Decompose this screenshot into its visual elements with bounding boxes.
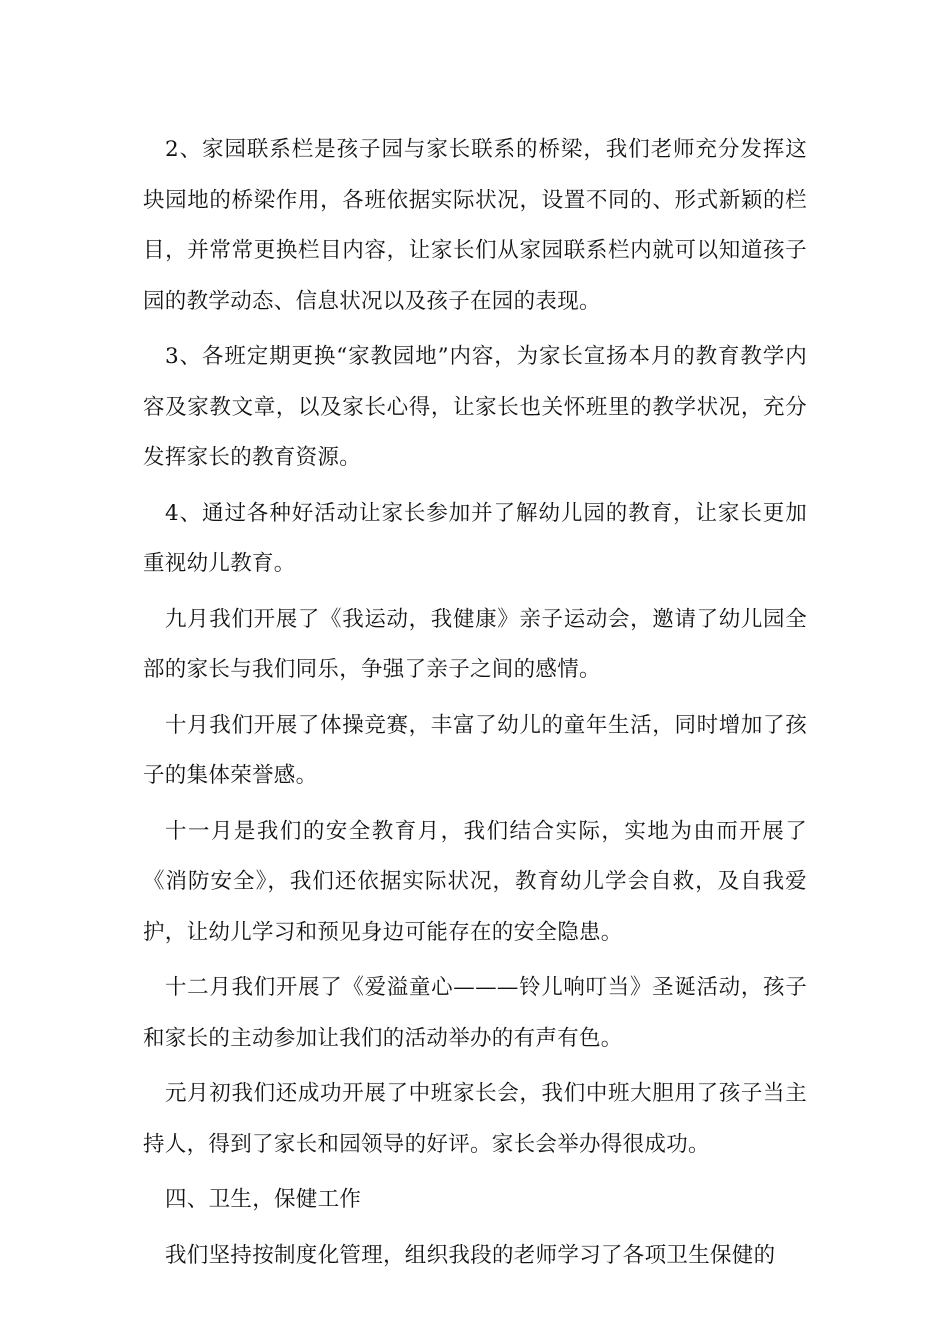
paragraph-january-parent-meeting: 元月初我们还成功开展了中班家长会，我们中班大胆用了孩子当主持人，得到了家长和园领导的好评。家长会举办得很成功。 <box>143 1081 807 1157</box>
paragraph-home-school-board: 2、家园联系栏是孩子园与家长联系的桥梁，我们老师充分发挥这块园地的桥梁作用，各班依据实际状况，设置不同的、形式新颖的栏目，并常常更换栏目内容，让家长们从家园联系栏内就可以知道孩子园的教学动态、信息状况以及孩子在园的表现。 <box>143 137 807 314</box>
paragraph-hygiene-management: 我们坚持按制度化管理，组织我段的老师学习了各项卫生保健的 <box>165 1242 776 1268</box>
section-heading-hygiene-health: 四、卫生，保健工作 <box>165 1187 362 1212</box>
paragraph-october-gymnastics: 十月我们开展了体操竞赛，丰富了幼儿的童年生活，同时增加了孩子的集体荣誉感。 <box>143 712 807 788</box>
paragraph-family-education-corner: 3、各班定期更换“家教园地”内容，为家长宣扬本月的教育教学内容及家教文章，以及家长心得，让家长也关怀班里的教学状况，充分发挥家长的教育资源。 <box>143 344 807 470</box>
paragraph-september-sports-meet: 九月我们开展了《我运动，我健康》亲子运动会，邀请了幼儿园全部的家长与我们同乐，争强了亲子之间的感情。 <box>143 606 807 682</box>
paragraph-december-christmas: 十二月我们开展了《爱溢童心———铃儿响叮当》圣诞活动，孩子和家长的主动参加让我们的活动举办的有声有色。 <box>143 975 807 1051</box>
paragraph-parent-participation: 4、通过各种好活动让家长参加并了解幼儿园的教育，让家长更加重视幼儿教育。 <box>143 500 807 576</box>
paragraph-november-safety-month: 十一月是我们的安全教育月，我们结合实际，实地为由而开展了《消防安全》，我们还依据实际状况，教育幼儿学会自救，及自我爱护，让幼儿学习和预见身边可能存在的安全隐患。 <box>143 818 807 945</box>
document-body <box>143 125 807 1286</box>
